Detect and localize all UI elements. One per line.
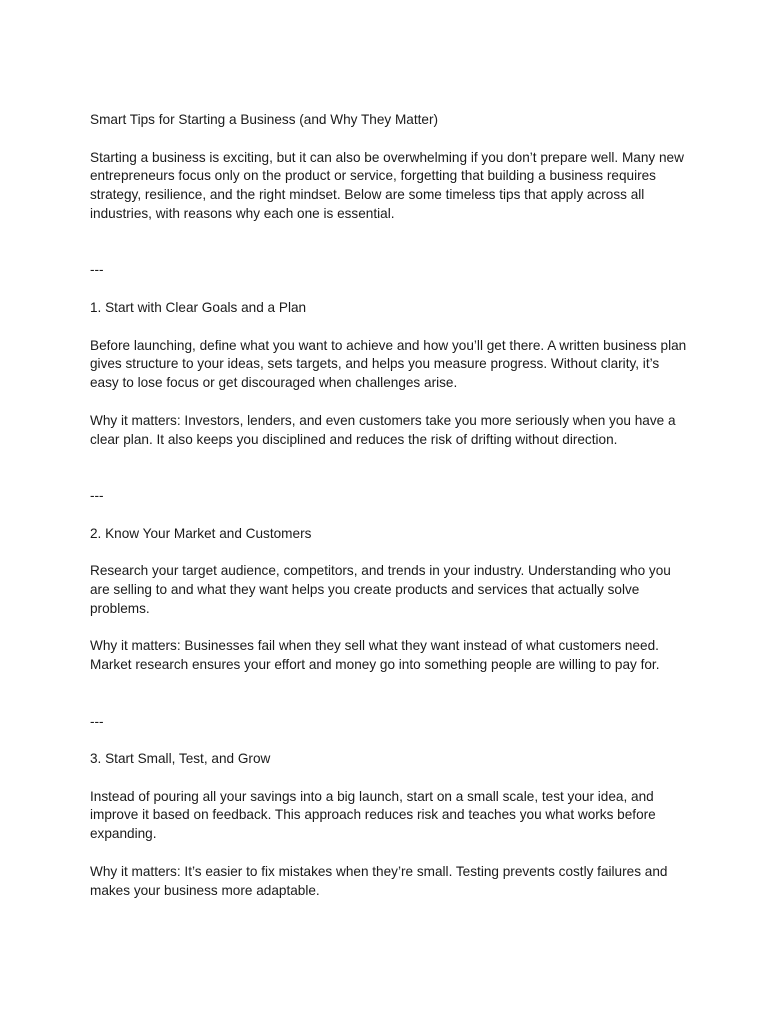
section-2-body: Research your target audience, competitors, and trends in your industry. Understanding who you are selling to and what they want helps you create products and services that actually solve problems.	[90, 563, 671, 616]
intro-paragraph: Starting a business is exciting, but it can also be overwhelming if you don’t prepare well. Many new entrepreneurs focus only on the product or service, forgetting that building a business requires strategy, resilience, and the right mindset. Below are some timeless tips that apply across all industries, with reasons why each one is essential.	[90, 149, 684, 221]
section-1-heading: 1. Start with Clear Goals and a Plan	[90, 299, 307, 315]
section-separator: ---	[90, 713, 104, 729]
section-3-heading: 3. Start Small, Test, and Grow	[90, 751, 271, 767]
section-2-why: Why it matters: Businesses fail when they sell what they want instead of what customers need. Market research ensures your effort and money go into something people are willing to pay for.	[90, 638, 660, 673]
document-page	[90, 111, 690, 900]
section-separator: ---	[90, 262, 104, 278]
section-2-heading: 2. Know Your Market and Customers	[90, 525, 312, 541]
section-3-body: Instead of pouring all your savings into a big launch, start on a small scale, test your idea, and improve it based on feedback. This approach reduces risk and teaches you what works before expanding.	[90, 788, 656, 842]
section-3-why: Why it matters: It’s easier to fix mistakes when they’re small. Testing prevents costly failures and makes your business more adaptable.	[90, 863, 668, 898]
section-1-body: Before launching, define what you want to achieve and how you’ll get there. A written business plan gives structure to your ideas, sets targets, and helps you measure progress. Without clarity, it’s easy to lose focus or get discouraged when challenges arise.	[90, 337, 687, 391]
section-1-why: Why it matters: Investors, lenders, and even customers take you more seriously when you have a clear plan. It also keeps you disciplined and reduces the risk of drifting without direction.	[90, 412, 676, 447]
document-title: Smart Tips for Starting a Business (and Why They Matter)	[90, 112, 439, 127]
section-separator: ---	[90, 487, 104, 503]
